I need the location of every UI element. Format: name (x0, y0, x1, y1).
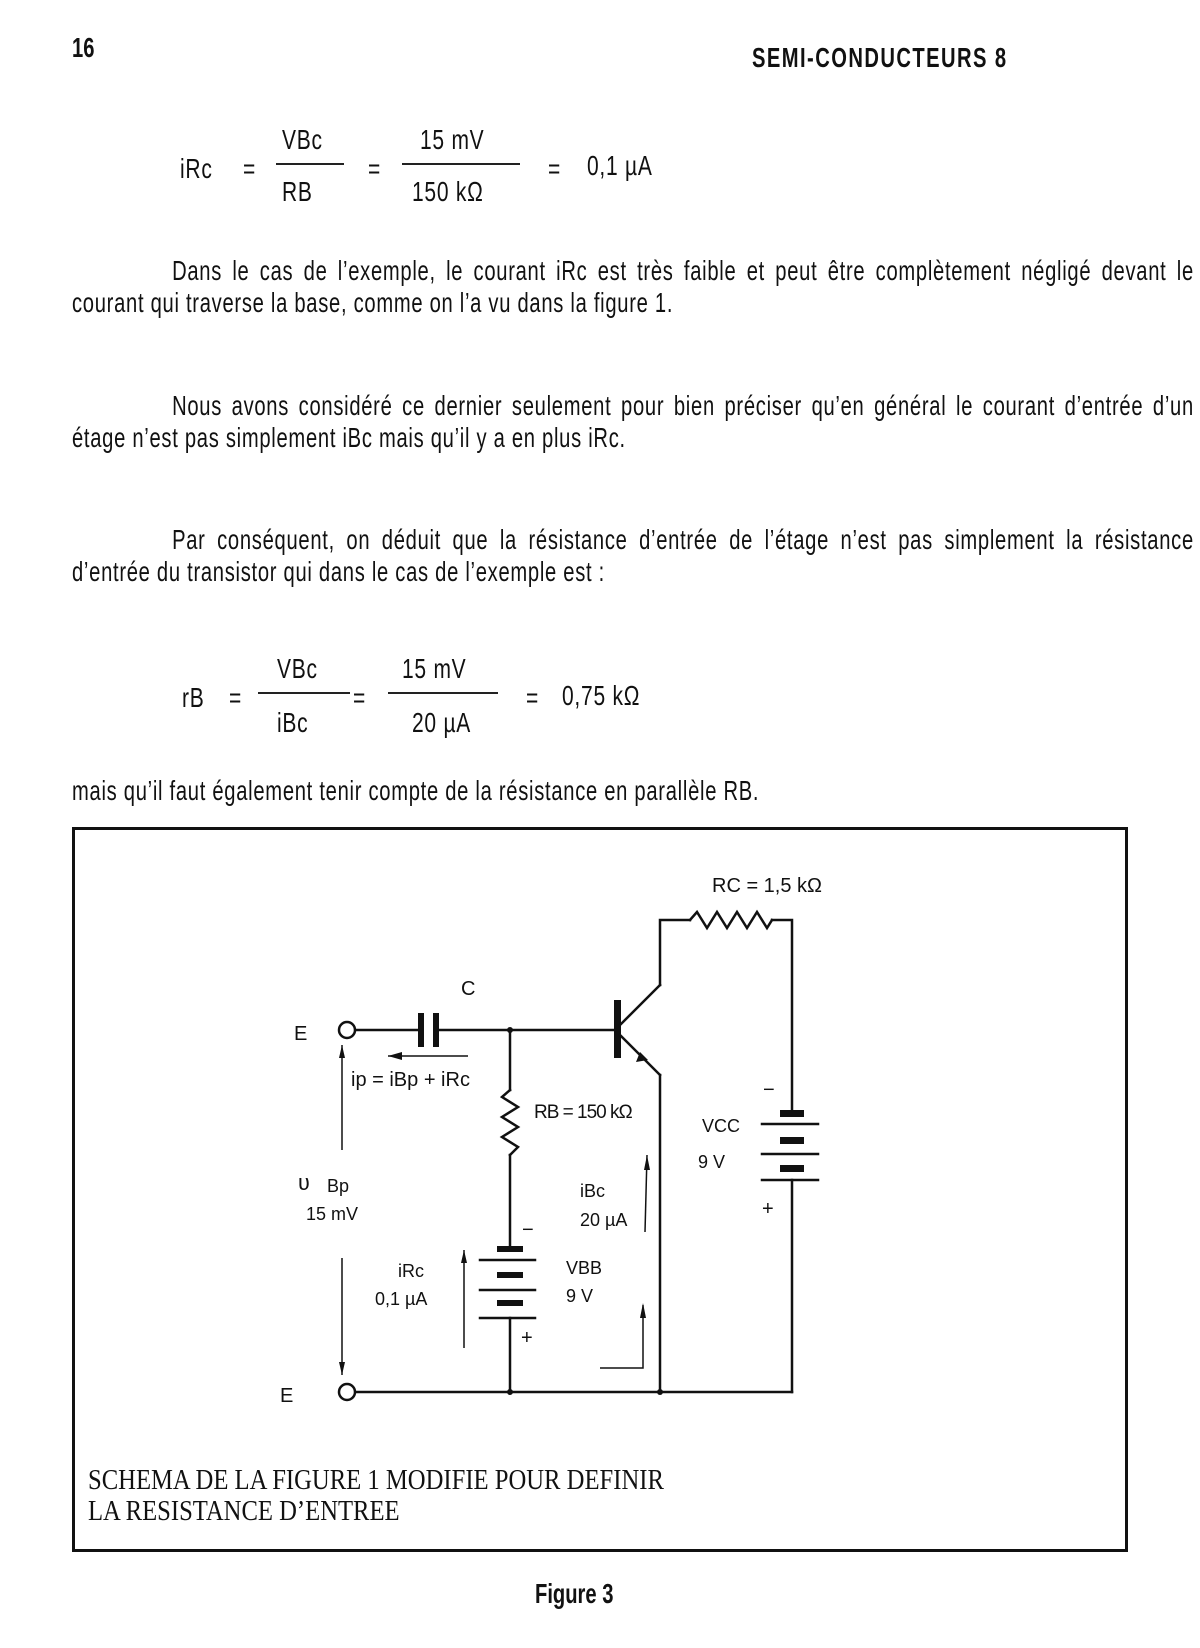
junction-ground-emitter (657, 1389, 663, 1395)
paragraph-1-text: Dans le cas de l’exemple, le courant iRc est très faible et peut être complètement négligé devant le courant qui traverse la base, comme on l’a vu dans la figure 1. (72, 255, 1194, 318)
page-number: 16 (72, 32, 95, 63)
label-vbb-name: VBB (566, 1258, 603, 1278)
resistor-rc (690, 912, 772, 928)
label-rb: RB = 150 kΩ (534, 1102, 632, 1123)
eq1-equals: = (243, 153, 257, 184)
eq2-frac2-numerator: 15 mV (402, 653, 467, 684)
junction-base (507, 1027, 513, 1033)
vbp-arrow-top-head (339, 1045, 345, 1058)
eq2-frac1-numerator: VBc (277, 653, 318, 684)
eq2-equals-2: = (353, 682, 367, 713)
eq1-frac2-denominator: 150 kΩ (412, 176, 484, 207)
transistor-collector (620, 985, 660, 1025)
label-vcc-value: 9 V (698, 1152, 726, 1172)
label-vbb-value: 9 V (566, 1286, 594, 1306)
eq2-frac2-denominator: 20 µA (412, 707, 472, 738)
label-irc-name: iRc (398, 1261, 424, 1281)
eq1-equals-2: = (368, 153, 382, 184)
paragraph-3-text: Par conséquent, on déduit que la résistance d’entrée de l’étage n’est pas simplement la résistance d’entrée du transistor qui dans le cas de l’exemple est : (72, 524, 1194, 587)
label-ibc-value: 20 µA (580, 1210, 628, 1230)
figure-caption-line-1: SCHEMA DE LA FIGURE 1 MODIFIE POUR DEFINIR (88, 1464, 664, 1496)
label-input-top: E (294, 1023, 308, 1045)
closing-sentence-text: mais qu’il faut également tenir compte de la résistance en parallèle RB. (72, 775, 760, 806)
paragraph-2-text: Nous avons considéré ce dernier seulement pour bien préciser qu’en général le courant d’entrée d’un étage n’est pas simplement iBc mais qu’il y a en plus iRc. (72, 390, 1194, 453)
wire-collector (660, 920, 690, 985)
eq1-lhs: iRc (180, 153, 213, 184)
vbp-arrow-bottom-head (339, 1362, 345, 1375)
vcc-plate-1 (780, 1110, 804, 1117)
vbb-plate-3 (497, 1272, 523, 1278)
label-vbb-plus: + (521, 1327, 533, 1349)
ip-arrow-head (388, 1052, 402, 1060)
junction-ground-vbb (507, 1389, 513, 1395)
label-capacitor: C (461, 978, 476, 1000)
ibc-return-arrow-head (640, 1303, 646, 1318)
label-input-bottom: E (280, 1385, 294, 1407)
label-input-current: ip = iBp + iRc (351, 1069, 470, 1091)
eq2-equals: = (229, 682, 243, 713)
capacitor-plate-left (418, 1013, 424, 1047)
figure-caption-line-2: LA RESISTANCE D’ENTREE (88, 1495, 400, 1527)
wire-rc-to-vcc (772, 920, 792, 1112)
eq1-frac2-numerator: 15 mV (420, 124, 485, 155)
label-irc-value: 0,1 µA (375, 1289, 428, 1309)
ibc-return-arrow (600, 1305, 643, 1368)
label-rc: RC = 1,5 kΩ (712, 875, 822, 897)
label-vbp-value: 15 mV (306, 1204, 359, 1224)
eq1-frac1-numerator: VBc (282, 124, 323, 155)
eq2-lhs: rB (182, 682, 205, 713)
resistor-rb (502, 1090, 518, 1155)
eq2-frac1-denominator: iBc (277, 707, 309, 738)
capacitor-plate-right (433, 1013, 439, 1047)
label-vbp-symbol: ʋ (298, 1170, 311, 1195)
eq2-equals-3: = (526, 682, 540, 713)
irc-arrow-head (461, 1250, 467, 1263)
label-vbb-minus: − (522, 1219, 534, 1241)
label-vcc-minus: − (763, 1079, 775, 1101)
label-vcc-plus: + (762, 1198, 774, 1220)
eq1-frac1-denominator: RB (282, 176, 313, 207)
label-vbp-sub: Bp (327, 1176, 350, 1196)
terminal-top (339, 1022, 355, 1038)
vbb-plate-1 (497, 1246, 523, 1252)
figure-title: Figure 3 (535, 1578, 614, 1609)
label-vcc-name: VCC (702, 1116, 741, 1136)
terminal-bottom (339, 1384, 355, 1400)
vcc-plate-3 (780, 1137, 804, 1144)
label-ibc-name: iBc (580, 1181, 606, 1201)
vcc-plate-5 (780, 1165, 804, 1172)
figure-caption (88, 1465, 664, 1527)
eq1-result: 0,1 µA (587, 150, 653, 181)
transistor-base-bar (614, 1000, 621, 1058)
ibc-arrow-head (644, 1155, 650, 1170)
eq1-equals-3: = (548, 153, 562, 184)
running-title: SEMI-CONDUCTEURS 8 (752, 42, 1008, 73)
eq2-result: 0,75 kΩ (562, 680, 641, 711)
vbb-plate-5 (497, 1300, 523, 1306)
